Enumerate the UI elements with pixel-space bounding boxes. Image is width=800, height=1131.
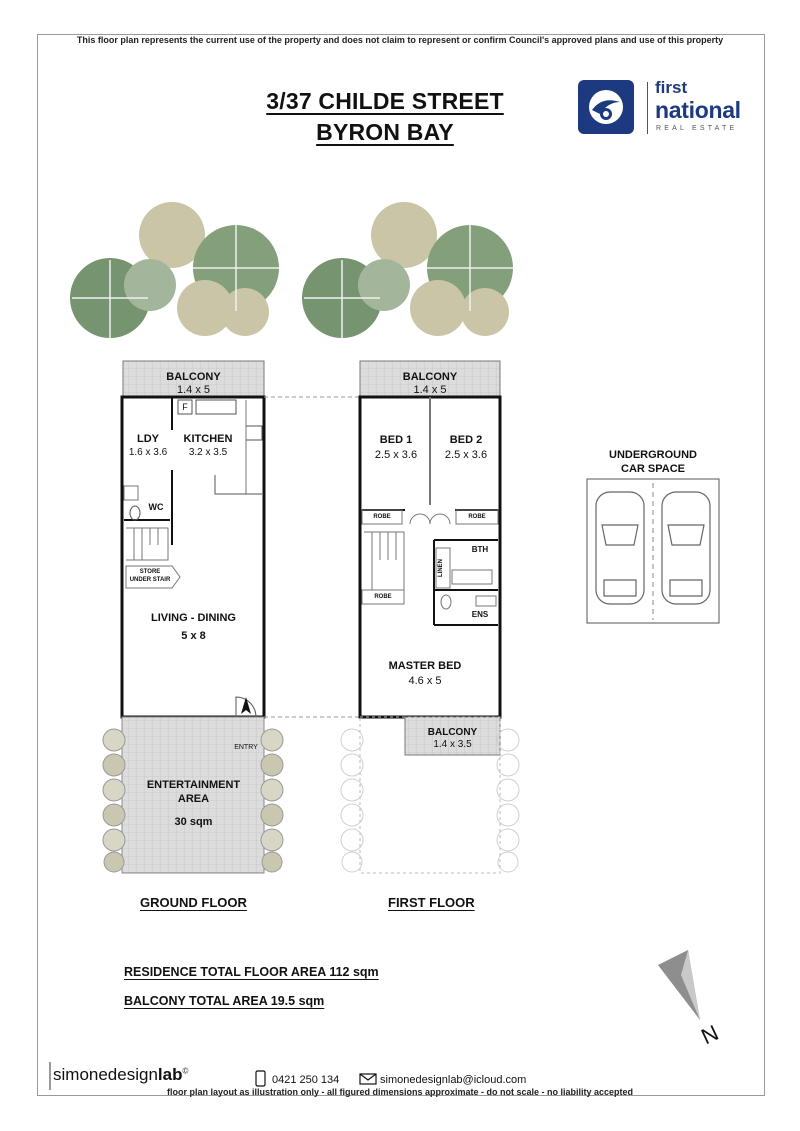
balcony-area-text: BALCONY TOTAL AREA 19.5 sqm (124, 994, 325, 1008)
wc-label: WC (148, 502, 164, 512)
address-title: 3/37 CHILDE STREET (266, 88, 504, 114)
logo-national-text: national (655, 97, 741, 123)
garage-label: UNDERGROUND CAR SPACE (609, 449, 697, 475)
robe-label-master: ROBE (374, 594, 392, 600)
kitchen-label: KITCHEN 3.2 x 3.5 (183, 433, 233, 458)
bed1-label: BED 1 2.5 x 3.6 (374, 434, 418, 461)
ground-floor-title: GROUND FLOOR (140, 895, 247, 910)
first-balcony-bottom-label: BALCONY 1.4 x 3.5 (427, 727, 478, 750)
logo-first-text: first (655, 78, 688, 97)
logo-tagline: REAL ESTATE (656, 125, 738, 132)
robe-label-bed2: ROBE (468, 514, 486, 520)
fridge-label: F (182, 402, 188, 412)
residence-area-text: RESIDENCE TOTAL FLOOR AREA 112 sqm (124, 965, 379, 979)
north-arrow-icon (658, 950, 700, 1020)
phone-icon (256, 1071, 265, 1086)
first-balcony-label: BALCONY 1.4 x 5 (402, 371, 458, 396)
ground-balcony-label: BALCONY 1.4 x 5 (166, 371, 221, 396)
ensuite-label: ENS (471, 610, 489, 619)
bath-label: BTH (471, 545, 489, 554)
store-label: STORE UNDER STAIR (129, 569, 171, 583)
disclaimer-text: This floor plan represents the current use of the property and does not claim to represent or confirm Council's approved plans and use of this property (76, 35, 724, 45)
mail-icon (360, 1074, 376, 1084)
designer-brand: simonedesignlab© (53, 1065, 189, 1084)
laundry-label: LDY 1.6 x 3.6 (128, 433, 168, 458)
living-dining-label: LIVING - DINING 5 x 8 (151, 612, 236, 642)
linen-label: LINEN (438, 559, 444, 577)
designer-phone: 0421 250 134 (272, 1074, 340, 1086)
entry-label: ENTRY (234, 744, 258, 751)
tree-canopy-right (302, 202, 513, 338)
north-label: N (697, 1019, 723, 1050)
entertainment-area-label: ENTERTAINMENT AREA 30 sqm (146, 779, 241, 828)
bed2-label: BED 2 2.5 x 3.6 (444, 434, 488, 461)
suburb-title: BYRON BAY (316, 119, 454, 145)
first-floor-title: FIRST FLOOR (388, 895, 475, 910)
robe-label-bed1: ROBE (373, 514, 391, 520)
tree-canopy-left (70, 202, 279, 338)
master-bed-label: MASTER BED 4.6 x 5 (388, 660, 462, 687)
footer-disclaimer: floor plan layout as illustration only - all figured dimensions approximate - do not scale - no liability accepted (166, 1087, 634, 1097)
designer-email: simonedesignlab@icloud.com (380, 1074, 527, 1086)
